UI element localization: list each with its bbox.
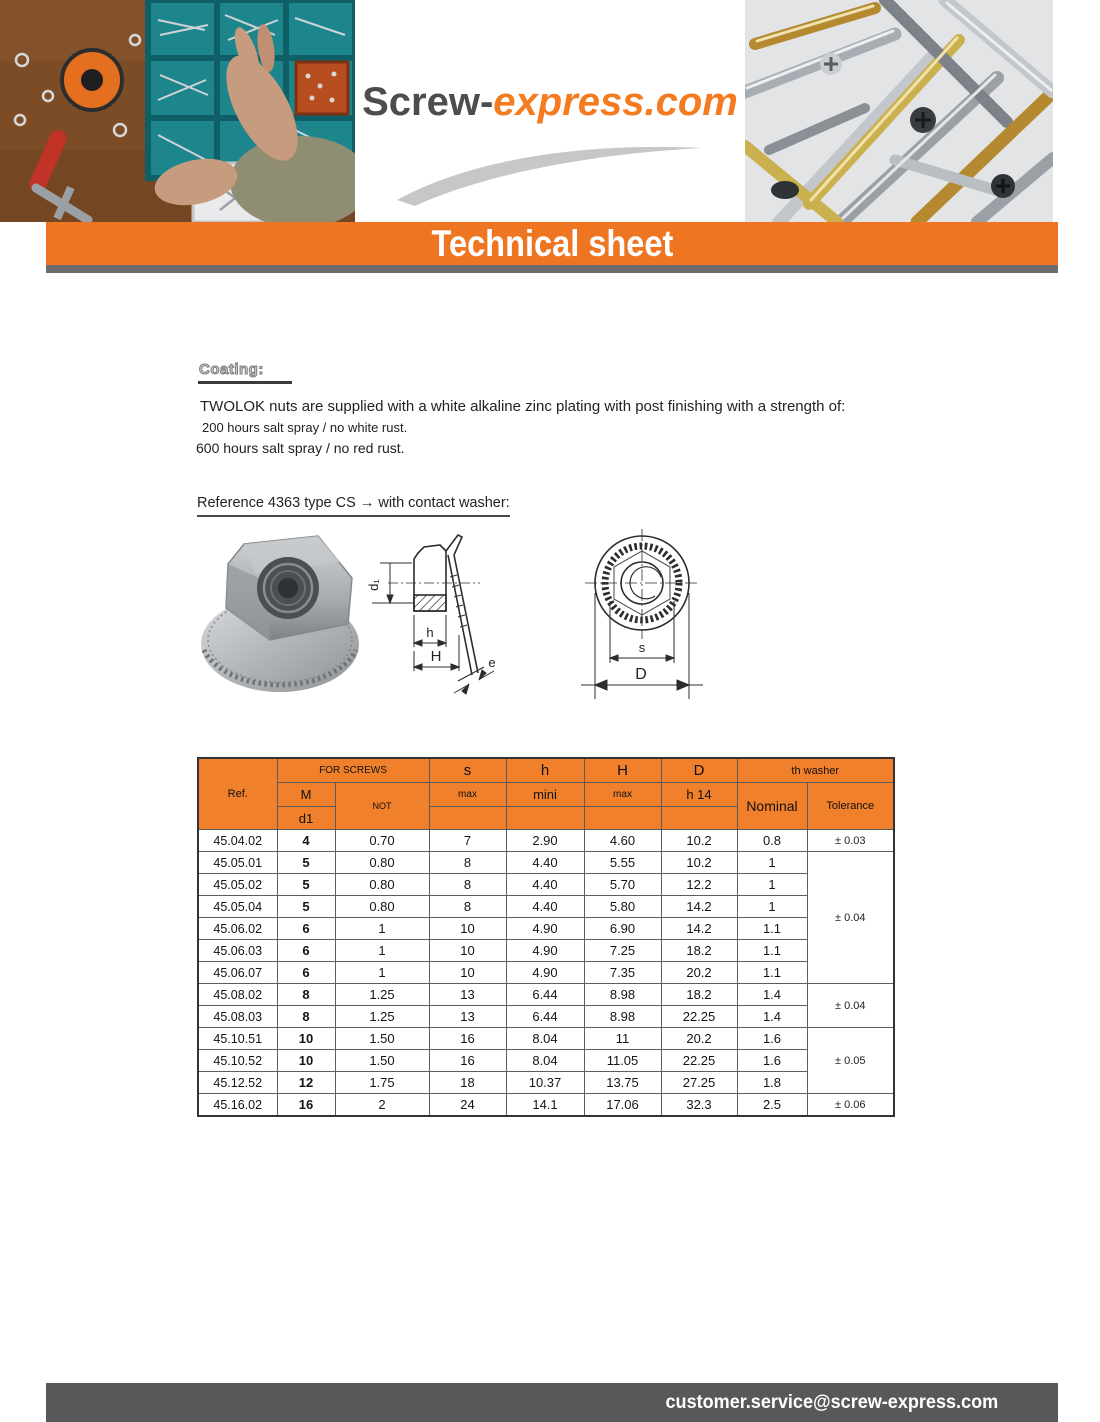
- table-cell-bigh: 5.80: [584, 896, 661, 918]
- table-cell-m: 6: [277, 962, 335, 984]
- dim-s-label: s: [638, 640, 646, 655]
- col-header-tolerance: Tolerance: [807, 783, 894, 830]
- front-view-drawing: [577, 527, 749, 712]
- col-header-D: D: [661, 758, 737, 783]
- table-cell-h: 10.37: [506, 1072, 584, 1094]
- table-cell-d: 22.25: [661, 1050, 737, 1072]
- table-cell-not: 0.70: [335, 830, 429, 852]
- table-row: [198, 918, 894, 940]
- screw-pile-graphic: [745, 0, 1053, 222]
- table-cell-tolerance: ± 0.04: [807, 852, 894, 984]
- table-cell-s: 8: [429, 896, 506, 918]
- table-cell-m: 10: [277, 1050, 335, 1072]
- table-cell-s: 8: [429, 874, 506, 896]
- table-cell-m: 5: [277, 874, 335, 896]
- table-cell-bigh: 6.90: [584, 918, 661, 940]
- table-cell-ref: 45.04.02: [198, 830, 277, 852]
- table-cell-tolerance: ± 0.06: [807, 1094, 894, 1117]
- table-cell-s: 18: [429, 1072, 506, 1094]
- header-spacer: [429, 807, 506, 830]
- table-cell-ref: 45.16.02: [198, 1094, 277, 1117]
- table-cell-d: 27.25: [661, 1072, 737, 1094]
- table-cell-m: 12: [277, 1072, 335, 1094]
- front-view-graphic: [577, 527, 749, 707]
- table-cell-ref: 45.05.04: [198, 896, 277, 918]
- dim-e-label: e: [488, 655, 496, 670]
- table-cell-nom: 1: [737, 874, 807, 896]
- table-cell-bigh: 4.60: [584, 830, 661, 852]
- table-cell-nom: 1.6: [737, 1028, 807, 1050]
- dim-D-label: D: [635, 666, 647, 683]
- table-cell-bigh: 8.98: [584, 1006, 661, 1028]
- table-cell-s: 13: [429, 1006, 506, 1028]
- table-cell-d: 20.2: [661, 1028, 737, 1050]
- table-cell-not: 1.25: [335, 1006, 429, 1028]
- table-cell-m: 8: [277, 984, 335, 1006]
- reference-heading: Reference 4363 type CS → with contact washer:: [197, 495, 510, 517]
- table-cell-tolerance: ± 0.05: [807, 1028, 894, 1094]
- logo-part-dark: Screw-: [362, 80, 494, 124]
- table-cell-ref: 45.05.01: [198, 852, 277, 874]
- table-row: [198, 1072, 894, 1094]
- table-cell-bigh: 13.75: [584, 1072, 661, 1094]
- spec-table: [197, 757, 895, 1117]
- table-cell-nom: 0.8: [737, 830, 807, 852]
- table-cell-m: 6: [277, 940, 335, 962]
- table-cell-m: 5: [277, 852, 335, 874]
- table-cell-s: 24: [429, 1094, 506, 1117]
- technical-sheet-banner: [46, 222, 1058, 265]
- table-cell-m: 5: [277, 896, 335, 918]
- col-header-d1: d1: [277, 807, 335, 830]
- table-cell-s: 10: [429, 940, 506, 962]
- table-cell-not: 1.50: [335, 1050, 429, 1072]
- banner-underbar: [46, 265, 1058, 273]
- side-view-graphic: [362, 515, 547, 713]
- logo: [355, 80, 745, 125]
- table-cell-ref: 45.05.02: [198, 874, 277, 896]
- table-row: [198, 984, 894, 1006]
- table-cell-h: 2.90: [506, 830, 584, 852]
- table-cell-bigh: 17.06: [584, 1094, 661, 1117]
- col-header-s: s: [429, 758, 506, 783]
- table-cell-nom: 1.1: [737, 940, 807, 962]
- coating-text-line1: TWOLOK nuts are supplied with a white alkaline zinc plating with post finishing with a strength of:: [200, 398, 846, 415]
- flange-nut-photo: [198, 522, 363, 699]
- table-cell-d: 10.2: [661, 830, 737, 852]
- table-cell-tolerance: ± 0.03: [807, 830, 894, 852]
- table-cell-h: 4.90: [506, 962, 584, 984]
- col-header-ref: Ref.: [198, 758, 277, 830]
- logo-swoosh: [385, 128, 715, 208]
- table-cell-d: 14.2: [661, 896, 737, 918]
- side-view-drawing: [362, 515, 547, 718]
- table-row: [198, 962, 894, 984]
- table-cell-s: 16: [429, 1050, 506, 1072]
- table-cell-nom: 1.1: [737, 962, 807, 984]
- col-header-not: NOT: [335, 783, 429, 830]
- header-row-1: [198, 758, 894, 783]
- table-cell-s: 10: [429, 962, 506, 984]
- table-row: [198, 830, 894, 852]
- table-cell-m: 16: [277, 1094, 335, 1117]
- footer-bar: [46, 1383, 1058, 1422]
- table-cell-h: 6.44: [506, 984, 584, 1006]
- col-header-H-sub: max: [584, 783, 661, 807]
- table-cell-h: 4.90: [506, 940, 584, 962]
- table-cell-h: 4.90: [506, 918, 584, 940]
- table-cell-ref: 45.10.52: [198, 1050, 277, 1072]
- coating-text-line3: 600 hours salt spray / no red rust.: [196, 440, 405, 456]
- table-cell-d: 14.2: [661, 918, 737, 940]
- table-cell-nom: 1: [737, 852, 807, 874]
- table-cell-bigh: 8.98: [584, 984, 661, 1006]
- col-header-H: H: [584, 758, 661, 783]
- table-cell-h: 6.44: [506, 1006, 584, 1028]
- header-spacer: [584, 807, 661, 830]
- table-row: [198, 1028, 894, 1050]
- table-cell-nom: 1.8: [737, 1072, 807, 1094]
- table-cell-ref: 45.08.02: [198, 984, 277, 1006]
- col-header-s-sub: max: [429, 783, 506, 807]
- col-header-h-sub: mini: [506, 783, 584, 807]
- table-cell-d: 32.3: [661, 1094, 737, 1117]
- flange-nut-graphic: [198, 522, 363, 694]
- table-row: [198, 852, 894, 874]
- table-row: [198, 940, 894, 962]
- col-header-h: h: [506, 758, 584, 783]
- table-cell-d: 18.2: [661, 984, 737, 1006]
- table-row: [198, 874, 894, 896]
- footer-email-link[interactable]: customer.service@screw-express.com: [665, 1392, 998, 1413]
- table-cell-bigh: 7.25: [584, 940, 661, 962]
- table-cell-h: 4.40: [506, 852, 584, 874]
- table-cell-m: 10: [277, 1028, 335, 1050]
- table-cell-not: 1: [335, 962, 429, 984]
- logo-zone: [355, 0, 745, 222]
- table-cell-h: 8.04: [506, 1028, 584, 1050]
- table-row: [198, 1050, 894, 1072]
- col-header-D-sub: h 14: [661, 783, 737, 807]
- table-cell-nom: 1: [737, 896, 807, 918]
- table-cell-ref: 45.10.51: [198, 1028, 277, 1050]
- table-cell-not: 0.80: [335, 896, 429, 918]
- table-cell-ref: 45.12.52: [198, 1072, 277, 1094]
- table-cell-nom: 1.1: [737, 918, 807, 940]
- screw-pile-photo: [745, 0, 1053, 222]
- workbench-photo: [0, 0, 355, 222]
- coating-underline: [198, 381, 292, 384]
- table-cell-m: 6: [277, 918, 335, 940]
- table-cell-d: 12.2: [661, 874, 737, 896]
- table-cell-not: 1: [335, 940, 429, 962]
- table-cell-nom: 1.4: [737, 1006, 807, 1028]
- col-header-m: M: [277, 783, 335, 807]
- table-cell-s: 13: [429, 984, 506, 1006]
- table-row: [198, 1006, 894, 1028]
- table-cell-nom: 1.6: [737, 1050, 807, 1072]
- table-cell-h: 8.04: [506, 1050, 584, 1072]
- table-cell-not: 1.50: [335, 1028, 429, 1050]
- table-cell-s: 8: [429, 852, 506, 874]
- table-cell-not: 1.75: [335, 1072, 429, 1094]
- table-cell-ref: 45.08.03: [198, 1006, 277, 1028]
- banner-title: Technical sheet: [431, 223, 673, 264]
- dim-H-label: H: [430, 648, 442, 665]
- table-cell-h: 4.40: [506, 874, 584, 896]
- table-cell-bigh: 11.05: [584, 1050, 661, 1072]
- table-row: [198, 1094, 894, 1117]
- table-row: [198, 896, 894, 918]
- table-cell-nom: 2.5: [737, 1094, 807, 1117]
- table-cell-bigh: 7.35: [584, 962, 661, 984]
- table-cell-m: 4: [277, 830, 335, 852]
- table-cell-d: 22.25: [661, 1006, 737, 1028]
- table-cell-ref: 45.06.03: [198, 940, 277, 962]
- col-header-th-washer: th washer: [737, 758, 894, 783]
- table-cell-not: 0.80: [335, 852, 429, 874]
- table-cell-not: 1: [335, 918, 429, 940]
- header-spacer: [661, 807, 737, 830]
- spec-table-body: [198, 830, 894, 1117]
- table-cell-not: 2: [335, 1094, 429, 1117]
- table-cell-bigh: 5.70: [584, 874, 661, 896]
- coating-text-line2: 200 hours salt spray / no white rust.: [202, 420, 408, 435]
- table-cell-bigh: 5.55: [584, 852, 661, 874]
- workbench-photo-graphic: [0, 0, 355, 222]
- table-cell-nom: 1.4: [737, 984, 807, 1006]
- coating-label: Coating:: [199, 361, 264, 378]
- table-cell-d: 20.2: [661, 962, 737, 984]
- table-cell-ref: 45.06.02: [198, 918, 277, 940]
- table-cell-bigh: 11: [584, 1028, 661, 1050]
- table-cell-d: 18.2: [661, 940, 737, 962]
- header-spacer: [506, 807, 584, 830]
- table-cell-ref: 45.06.07: [198, 962, 277, 984]
- table-cell-m: 8: [277, 1006, 335, 1028]
- table-cell-s: 7: [429, 830, 506, 852]
- col-header-nominal: Nominal: [737, 783, 807, 830]
- table-cell-not: 1.25: [335, 984, 429, 1006]
- table-cell-s: 16: [429, 1028, 506, 1050]
- table-cell-not: 0.80: [335, 874, 429, 896]
- table-cell-s: 10: [429, 918, 506, 940]
- logo-part-orange: express.com: [493, 80, 738, 124]
- table-cell-h: 14.1: [506, 1094, 584, 1117]
- dim-d1-label: d₁: [366, 579, 381, 591]
- table-cell-d: 10.2: [661, 852, 737, 874]
- table-cell-h: 4.40: [506, 896, 584, 918]
- col-header-for-screws: FOR SCREWS: [277, 758, 429, 783]
- header-row-2: [198, 783, 894, 807]
- table-cell-tolerance: ± 0.04: [807, 984, 894, 1028]
- dim-h-label: h: [426, 625, 434, 640]
